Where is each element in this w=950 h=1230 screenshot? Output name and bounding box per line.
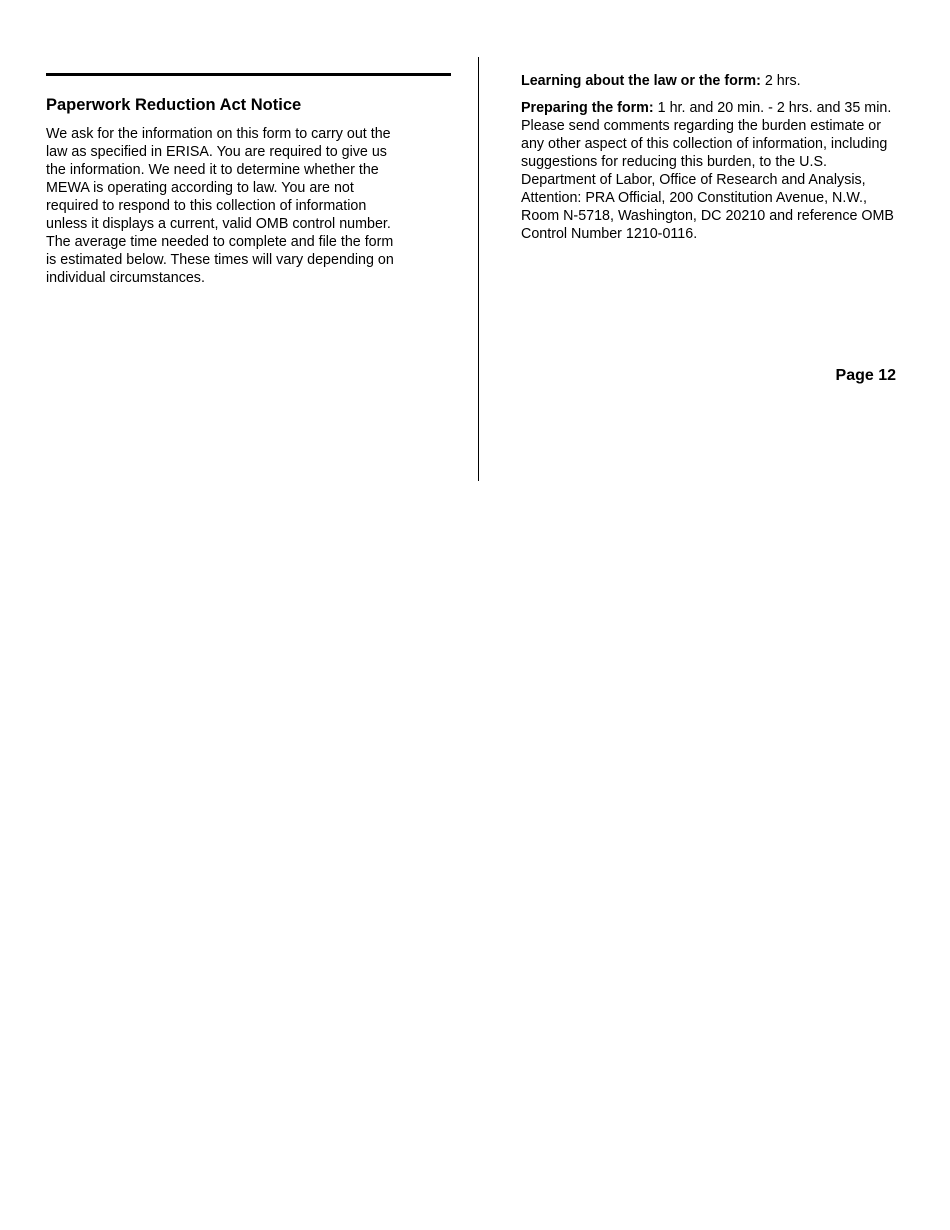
section-top-rule xyxy=(46,73,451,76)
preparing-value: 1 hr. and 20 min. - 2 hrs. and 35 min. xyxy=(657,100,892,116)
burden-estimate-section xyxy=(521,72,896,243)
preparing-estimate xyxy=(521,99,896,117)
learning-value: 2 hrs. xyxy=(764,73,801,89)
paperwork-notice-section xyxy=(46,95,406,287)
preparing-label: Preparing the form: xyxy=(521,100,654,116)
page-number: Page 12 xyxy=(835,367,896,384)
column-divider xyxy=(478,57,479,481)
notice-body: We ask for the information on this form to carry out the law as specified in ERISA. You are required to give us the information. We need it to determine whether the MEWA is operating according to law. You are not required to respond to this collection of information unless it displays a current, valid OMB control number. The average time needed to complete and file the form is estimated below. These times will vary depending on individual circumstances. xyxy=(46,126,394,286)
notice-heading: Paperwork Reduction Act Notice xyxy=(46,96,302,114)
learning-label: Learning about the law or the form: xyxy=(521,73,761,89)
comments-text: Please send comments regarding the burden estimate or any other aspect of this collection of information, including suggestions for reducing this burden, to the U.S. Department of Labor, Office of Research and Analysis, Attention: PRA Official, 200 Constitution Avenue, N.W., Room N-5718, Washington, DC 20210 and reference OMB Control Number 1210-0116. xyxy=(521,118,894,242)
learning-estimate xyxy=(521,72,896,90)
